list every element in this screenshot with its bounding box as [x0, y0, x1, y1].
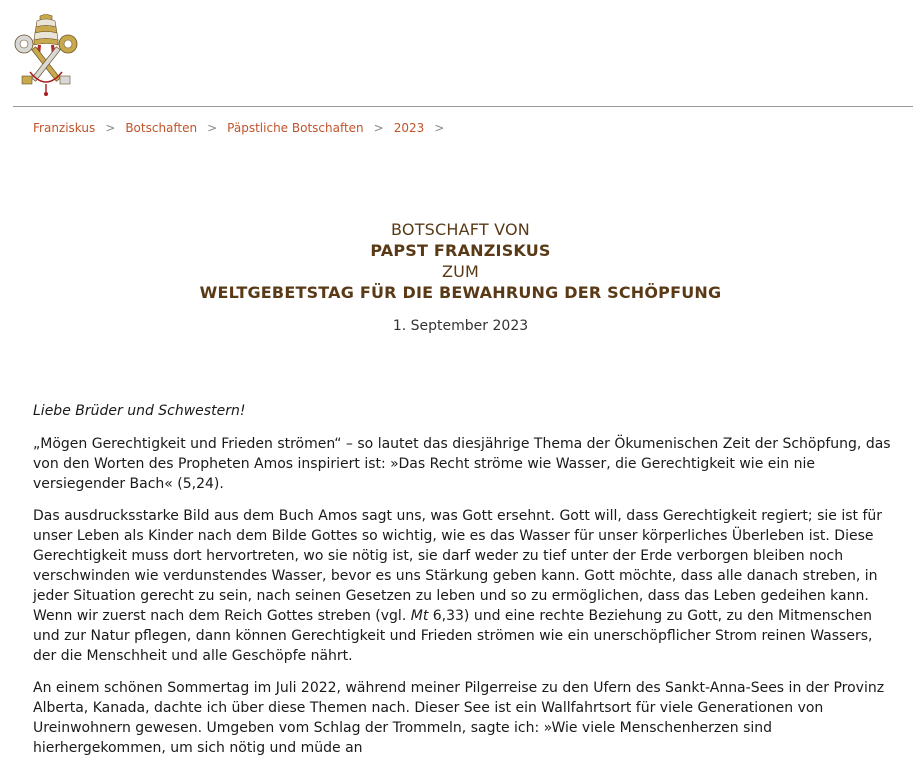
- paragraph-1: „Mögen Gerechtigkeit und Frieden strömen“ – so lautet das diesjährige Thema der Ökumenischen Zeit der Schöpfung, das von den Worten des Propheten Amos inspiriert ist: »Das Recht ströme wie Wasser, die Gerechtigkeit wie ein nie versiegender Bach« (5,24).: [33, 436, 891, 492]
- title-line-2: PAPST FRANZISKUS: [370, 241, 551, 260]
- breadcrumb-separator: >: [105, 121, 116, 135]
- paragraph-3: An einem schönen Sommertag im Juli 2022, während meiner Pilgerreise zu den Ufern des Sankt-Anna-Sees in der Provinz Alberta, Kanada, dachte ich über diese Themen nach. Dieser See ist ein Wallfahrtsort für viele Generationen von Ureinwohnern gewesen. Umgeben vom Schlag der Trommeln, sagte ich: »Wie viele Menschenherzen sind hierhergekommen, um sich nötig und müde an: [33, 680, 885, 756]
- breadcrumb-separator: >: [207, 121, 218, 135]
- paragraph-2-part-a: Das ausdrucksstarke Bild aus dem Buch Amos sagt uns, was Gott ersehnt. Gott will, dass Gerechtigkeit regiert; sie ist für unser Leben als Kinder nach dem Bilde Gottes so wichtig, wie es das Wasser für unser körperliches Überleben ist. Diese Gerechtigkeit muss dort hervortreten, wo sie nötig ist, sie darf weder zu tief unter der Erde verborgen bleiben noch verschwinden wie verdunstendes Wasser, bevor es uns Stärkung geben kann. Gott möchte, dass alle danach streben, in jeder Situation gerecht zu sein, nach seinen Gesetzen zu leben und so zu ermöglichen, dass das Leben gedeihen kann. Wenn wir zuerst nach dem Reich Gottes streben (vgl.: [33, 508, 883, 624]
- document-date: 1. September 2023: [392, 318, 529, 334]
- greeting: Liebe Brüder und Schwestern!: [33, 403, 246, 419]
- document-title: [0, 219, 921, 303]
- breadcrumb-2023[interactable]: 2023: [393, 121, 425, 135]
- breadcrumb-separator: >: [434, 121, 445, 135]
- title-line-4: WELTGEBETSTAG FÜR DIE BEWAHRUNG DER SCHÖPFUNG: [199, 283, 722, 302]
- header-divider: [13, 106, 913, 107]
- title-line-1: BOTSCHAFT VON: [391, 220, 530, 239]
- vatican-coat-of-arms-icon[interactable]: [12, 14, 80, 96]
- title-line-3: ZUM: [441, 262, 480, 281]
- breadcrumb-separator: >: [373, 121, 384, 135]
- page-header: [0, 0, 921, 106]
- breadcrumb: [33, 121, 454, 135]
- bible-reference: Mt: [410, 608, 429, 624]
- paragraph-2: [33, 506, 893, 666]
- paragraph-2-part-b: 6,33) und eine rechte Beziehung zu Gott, zu den Mitmenschen und zur Natur pflegen, dann können Gerechtigkeit und Frieden strömen wie ein unerschöpflicher Strom reinen Wassers, der die Menschheit und alle Geschöpfe nährt.: [33, 608, 873, 664]
- breadcrumb-paepstliche-botschaften[interactable]: Päpstliche Botschaften: [227, 121, 364, 135]
- document-body: [33, 401, 893, 770]
- breadcrumb-botschaften[interactable]: Botschaften: [125, 121, 198, 135]
- breadcrumb-franziskus[interactable]: Franziskus: [33, 121, 96, 135]
